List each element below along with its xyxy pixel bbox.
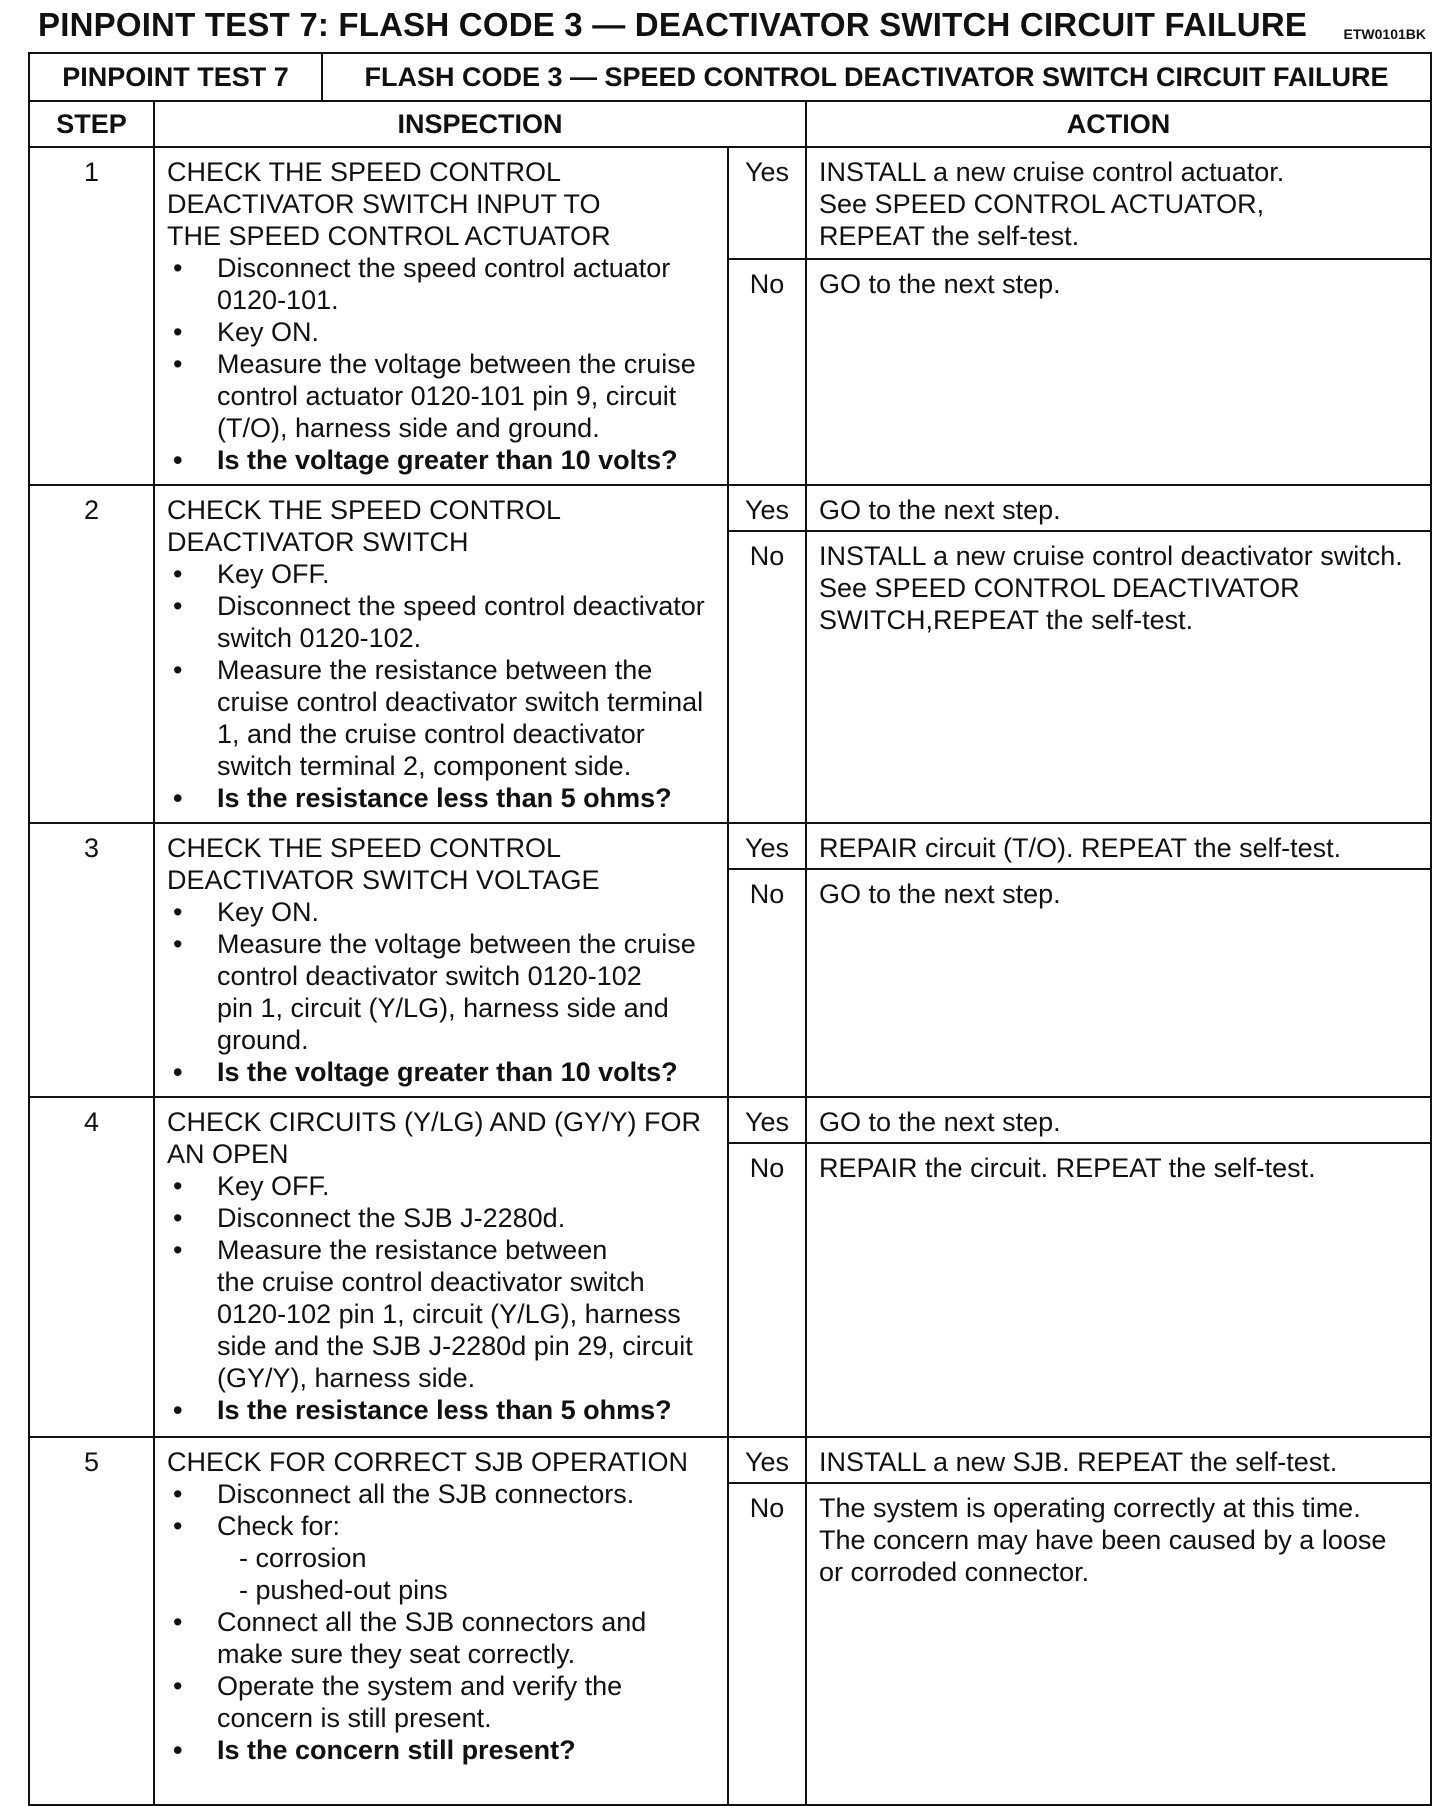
inspection-heading-line: CHECK CIRCUITS (Y/LG) AND (GY/Y) FOR xyxy=(167,1107,702,1137)
bullet-text-line: • Connect all the SJB connectors and xyxy=(217,1607,647,1637)
yes-action xyxy=(806,1097,1431,1143)
sub-item: - pushed-out pins xyxy=(239,1575,448,1605)
bullet-text-line: (T/O), harness side and ground. xyxy=(217,413,600,443)
action-line: REPAIR the circuit. REPEAT the self-test. xyxy=(819,1153,1316,1183)
inspection-heading-line: DEACTIVATOR SWITCH xyxy=(167,527,469,557)
no-action xyxy=(806,869,1431,1097)
inspection-heading-line: DEACTIVATOR SWITCH INPUT TO xyxy=(167,189,601,219)
no-label: No xyxy=(728,1143,806,1437)
inspection-bullet xyxy=(167,1606,719,1670)
yes-label: Yes xyxy=(728,1437,806,1483)
yes-action xyxy=(806,1437,1431,1483)
step-row-yes xyxy=(29,1437,1431,1483)
bullet-text-line: switch 0120-102. xyxy=(217,623,422,653)
step-row-yes xyxy=(29,1097,1431,1143)
figure-code: ETW0101BK xyxy=(1343,26,1426,42)
inspection-bullet xyxy=(167,558,719,590)
column-header-action: ACTION xyxy=(806,101,1431,147)
inspection-heading-line: AN OPEN xyxy=(167,1139,289,1169)
inspection-cell xyxy=(154,1437,728,1805)
column-header-row xyxy=(29,101,1431,147)
no-label: No xyxy=(728,869,806,1097)
bullet-text-line: • Measure the voltage between the cruise xyxy=(217,929,696,959)
inspection-bullet xyxy=(167,316,719,348)
bullet-text-line: • Measure the resistance between xyxy=(217,1235,608,1265)
bullet-text-line: concern is still present. xyxy=(217,1703,492,1733)
inspection-bullet xyxy=(167,1478,719,1510)
inspection-bullet xyxy=(167,1510,719,1542)
test-label: PINPOINT TEST 7 xyxy=(29,53,322,101)
inspection-heading-line: CHECK THE SPEED CONTROL xyxy=(167,495,562,525)
inspection-question xyxy=(167,1394,719,1426)
bullet-text-line: pin 1, circuit (Y/LG), harness side and xyxy=(217,993,669,1023)
inspection-heading-line: CHECK THE SPEED CONTROL xyxy=(167,833,562,863)
inspection-bullet xyxy=(167,1202,719,1234)
inspection-question xyxy=(167,1056,719,1088)
column-header-inspection: INSPECTION xyxy=(154,101,806,147)
action-line: REPEAT the self-test. xyxy=(819,221,1080,251)
table-title-row xyxy=(29,53,1431,101)
action-line: GO to the next step. xyxy=(819,879,1061,909)
yes-label: Yes xyxy=(728,823,806,869)
inspection-bullet xyxy=(167,1234,719,1394)
step-number: 2 xyxy=(29,485,154,823)
bullet-text-line: 0120-101. xyxy=(217,285,339,315)
bullet-text-line: • Measure the voltage between the cruise xyxy=(217,349,696,379)
inspection-bullet xyxy=(167,896,719,928)
question-text: • Is the voltage greater than 10 volts? xyxy=(217,445,678,475)
bullet-text-line: • Key ON. xyxy=(217,897,320,927)
question-text: • Is the resistance less than 5 ohms? xyxy=(217,1395,672,1425)
sub-item: - corrosion xyxy=(239,1543,367,1573)
no-label: No xyxy=(728,259,806,485)
bullet-text-line: control actuator 0120-101 pin 9, circuit xyxy=(217,381,677,411)
bullet-text-line: switch terminal 2, component side. xyxy=(217,751,632,781)
bullet-text-line: (GY/Y), harness side. xyxy=(217,1363,476,1393)
action-line: or corroded connector. xyxy=(819,1557,1090,1587)
step-row-yes xyxy=(29,823,1431,869)
bullet-text-line: • Disconnect the SJB J-2280d. xyxy=(217,1203,566,1233)
bullet-text-line: • Disconnect all the SJB connectors. xyxy=(217,1479,635,1509)
bullet-text-line: 1, and the cruise control deactivator xyxy=(217,719,645,749)
question-text: • Is the voltage greater than 10 volts? xyxy=(217,1057,678,1087)
inspection-cell xyxy=(154,147,728,485)
bullet-text-line: cruise control deactivator switch terminal xyxy=(217,687,704,717)
page-title: PINPOINT TEST 7: FLASH CODE 3 — DEACTIVATOR SWITCH CIRCUIT FAILURE xyxy=(38,6,1308,43)
bullet-text-line: 0120-102 pin 1, circuit (Y/LG), harness xyxy=(217,1299,681,1329)
bullet-text-line: • Disconnect the speed control deactivator xyxy=(217,591,705,621)
no-action xyxy=(806,259,1431,485)
inspection-heading-line: THE SPEED CONTROL ACTUATOR xyxy=(167,221,611,251)
inspection-question xyxy=(167,444,719,476)
no-action xyxy=(806,1143,1431,1437)
bullet-text-line: • Check for: xyxy=(217,1511,341,1541)
bullet-text-line: • Key OFF. xyxy=(217,1171,330,1201)
no-action xyxy=(806,1483,1431,1805)
inspection-bullet xyxy=(167,348,719,444)
inspection-question xyxy=(167,1734,719,1766)
bullet-text-line: • Disconnect the speed control actuator xyxy=(217,253,671,283)
pinpoint-table xyxy=(28,52,1432,1806)
yes-label: Yes xyxy=(728,147,806,259)
bullet-text-line: make sure they seat correctly. xyxy=(217,1639,576,1669)
yes-action xyxy=(806,823,1431,869)
action-line: SWITCH,REPEAT the self-test. xyxy=(819,605,1194,635)
action-line: GO to the next step. xyxy=(819,495,1061,525)
bullet-text-line: • Key ON. xyxy=(217,317,320,347)
action-line: GO to the next step. xyxy=(819,269,1061,299)
bullet-text-line: the cruise control deactivator switch xyxy=(217,1267,645,1297)
step-number: 3 xyxy=(29,823,154,1097)
column-header-step: STEP xyxy=(29,101,154,147)
inspection-heading-line: CHECK FOR CORRECT SJB OPERATION xyxy=(167,1447,689,1477)
inspection-bullet xyxy=(167,928,719,1056)
yes-action xyxy=(806,485,1431,531)
inspection-bullet xyxy=(167,1670,719,1734)
action-line: GO to the next step. xyxy=(819,1107,1061,1137)
inspection-bullet xyxy=(167,654,719,782)
no-action xyxy=(806,531,1431,823)
question-text: • Is the concern still present? xyxy=(217,1735,576,1765)
step-row-yes xyxy=(29,485,1431,531)
yes-action xyxy=(806,147,1431,259)
inspection-cell xyxy=(154,485,728,823)
step-number: 4 xyxy=(29,1097,154,1437)
step-row-yes xyxy=(29,147,1431,259)
inspection-heading-line: CHECK THE SPEED CONTROL xyxy=(167,157,562,187)
action-line: The system is operating correctly at this time. xyxy=(819,1493,1361,1523)
inspection-heading-line: DEACTIVATOR SWITCH VOLTAGE xyxy=(167,865,600,895)
no-label: No xyxy=(728,1483,806,1805)
bullet-text-line: • Operate the system and verify the xyxy=(217,1671,623,1701)
bullet-text-line: • Key OFF. xyxy=(217,559,330,589)
action-line: The concern may have been caused by a loose xyxy=(819,1525,1387,1555)
no-label: No xyxy=(728,531,806,823)
inspection-bullet xyxy=(167,590,719,654)
test-title: FLASH CODE 3 — SPEED CONTROL DEACTIVATOR SWITCH CIRCUIT FAILURE xyxy=(322,53,1431,101)
action-line: INSTALL a new cruise control actuator. xyxy=(819,157,1285,187)
bullet-text-line: ground. xyxy=(217,1025,309,1055)
step-number: 1 xyxy=(29,147,154,485)
inspection-cell xyxy=(154,1097,728,1437)
bullet-text-line: control deactivator switch 0120-102 xyxy=(217,961,642,991)
action-line: INSTALL a new SJB. REPEAT the self-test. xyxy=(819,1447,1338,1477)
step-number: 5 xyxy=(29,1437,154,1805)
bullet-text-line: • Measure the resistance between the xyxy=(217,655,653,685)
yes-label: Yes xyxy=(728,485,806,531)
action-line: INSTALL a new cruise control deactivator switch. xyxy=(819,541,1403,571)
inspection-bullet xyxy=(167,1170,719,1202)
action-line: REPAIR circuit (T/O). REPEAT the self-test. xyxy=(819,833,1342,863)
inspection-question xyxy=(167,782,719,814)
question-text: • Is the resistance less than 5 ohms? xyxy=(217,783,672,813)
yes-label: Yes xyxy=(728,1097,806,1143)
action-line: See SPEED CONTROL ACTUATOR, xyxy=(819,189,1265,219)
inspection-cell xyxy=(154,823,728,1097)
inspection-bullet xyxy=(167,252,719,316)
bullet-text-line: side and the SJB J-2280d pin 29, circuit xyxy=(217,1331,693,1361)
action-line: See SPEED CONTROL DEACTIVATOR xyxy=(819,573,1300,603)
